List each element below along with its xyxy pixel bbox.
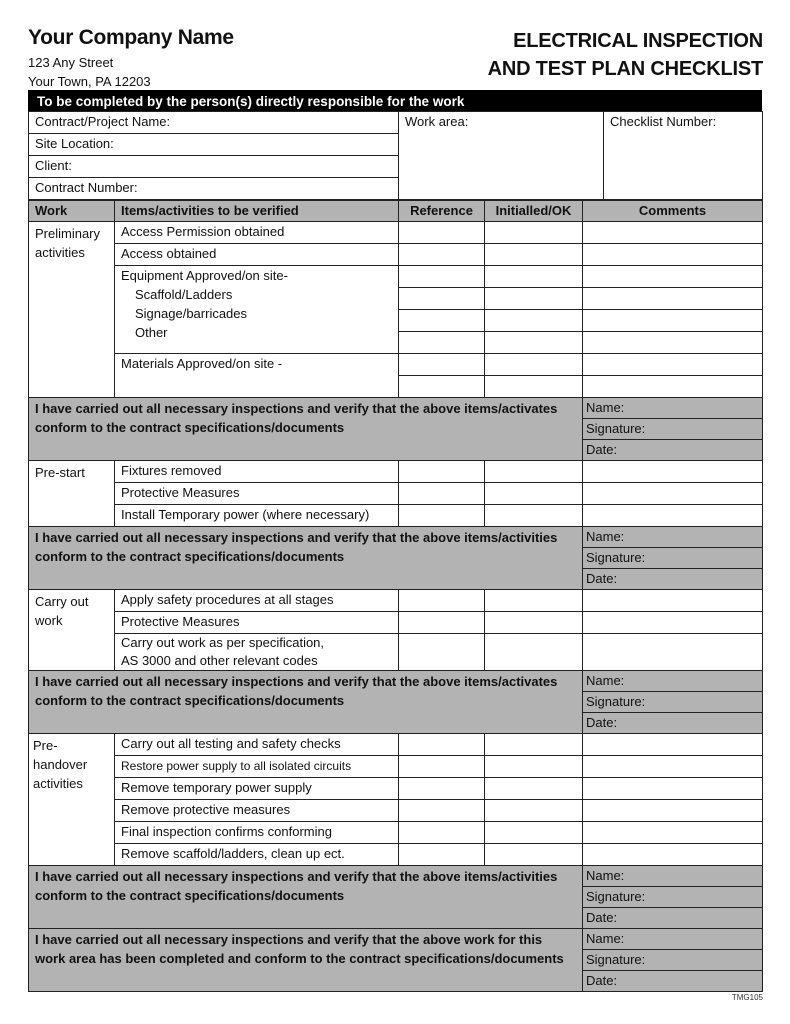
col-comments: Comments xyxy=(583,201,763,222)
reference-cell[interactable] xyxy=(399,756,485,778)
initialled-cell[interactable] xyxy=(485,612,583,634)
table-row xyxy=(29,266,763,288)
signoff-statement: I have carried out all necessary inspections and verify that the above items/activities conform to the contract specifications/documents xyxy=(29,527,583,590)
final-signoff-row xyxy=(29,929,763,950)
reference-cell[interactable] xyxy=(399,332,485,354)
initialled-cell[interactable] xyxy=(485,800,583,822)
col-work: Work xyxy=(29,201,115,222)
initialled-cell[interactable] xyxy=(485,590,583,612)
table-row xyxy=(29,844,763,866)
item-sublabel: Signage/barricades xyxy=(135,306,248,321)
reference-cell[interactable] xyxy=(399,376,485,398)
initialled-cell[interactable] xyxy=(485,822,583,844)
signoff-signature-field[interactable]: Signature: xyxy=(583,419,763,440)
item-label: Protective Measures xyxy=(115,483,399,505)
item-label: Access obtained xyxy=(115,244,399,266)
table-row xyxy=(29,800,763,822)
final-name-field[interactable]: Name: xyxy=(583,929,763,950)
column-header-row xyxy=(29,201,763,222)
reference-cell[interactable] xyxy=(399,266,485,288)
reference-cell[interactable] xyxy=(399,590,485,612)
item-label: Carry out all testing and safety checks xyxy=(115,734,399,756)
work-category: Pre-handover activities xyxy=(29,734,115,866)
initialled-cell[interactable] xyxy=(485,844,583,866)
signoff-row xyxy=(29,866,763,887)
table-row xyxy=(29,590,763,612)
reference-cell[interactable] xyxy=(399,288,485,310)
reference-cell[interactable] xyxy=(399,778,485,800)
title-line-1: ELECTRICAL INSPECTION xyxy=(513,30,763,52)
comments-cell[interactable] xyxy=(583,800,763,822)
work-category: Pre-start xyxy=(29,461,115,527)
comments-cell[interactable] xyxy=(583,778,763,800)
item-sublabel: Scaffold/Ladders xyxy=(135,287,233,302)
signoff-name-field[interactable]: Name: xyxy=(583,866,763,887)
comments-cell[interactable] xyxy=(583,734,763,756)
reference-cell[interactable] xyxy=(399,461,485,483)
reference-cell[interactable] xyxy=(399,244,485,266)
table-row xyxy=(29,244,763,266)
comments-cell[interactable] xyxy=(583,844,763,866)
reference-cell[interactable] xyxy=(399,844,485,866)
col-initialled: Initialled/OK xyxy=(485,201,583,222)
comments-cell[interactable] xyxy=(583,266,763,288)
table-row xyxy=(29,505,763,527)
form-code: TMG105 xyxy=(731,993,763,1002)
table-row xyxy=(29,778,763,800)
item-label: Remove scaffold/ladders, clean up ect. xyxy=(115,844,399,866)
item-label-group xyxy=(115,266,399,354)
item-label: Fixtures removed xyxy=(115,461,399,483)
comments-cell[interactable] xyxy=(583,634,763,671)
site-location-field[interactable]: Site Location: xyxy=(29,134,399,156)
reference-cell[interactable] xyxy=(399,822,485,844)
item-label: Remove protective measures xyxy=(115,800,399,822)
comments-cell[interactable] xyxy=(583,244,763,266)
comments-cell[interactable] xyxy=(583,461,763,483)
initialled-cell[interactable] xyxy=(485,634,583,671)
comments-cell[interactable] xyxy=(583,756,763,778)
initialled-cell[interactable] xyxy=(485,461,583,483)
table-row xyxy=(29,734,763,756)
item-label: Restore power supply to all isolated circuits xyxy=(115,756,399,778)
initialled-cell[interactable] xyxy=(485,266,583,288)
company-name: Your Company Name xyxy=(28,26,234,49)
signoff-date-field[interactable]: Date: xyxy=(583,713,763,734)
initialled-cell[interactable] xyxy=(485,734,583,756)
comments-cell[interactable] xyxy=(583,483,763,505)
table-row xyxy=(29,483,763,505)
item-label: Carry out work as per specification, xyxy=(121,635,325,650)
item-label: Remove temporary power supply xyxy=(115,778,399,800)
reference-cell[interactable] xyxy=(399,483,485,505)
initialled-cell[interactable] xyxy=(485,756,583,778)
comments-cell[interactable] xyxy=(583,310,763,332)
signoff-name-field[interactable]: Name: xyxy=(583,527,763,548)
comments-cell[interactable] xyxy=(583,376,763,398)
instructions-banner: To be completed by the person(s) directly responsible for the work xyxy=(28,90,762,111)
initialled-cell[interactable] xyxy=(485,505,583,527)
table-row xyxy=(29,612,763,634)
signoff-row xyxy=(29,398,763,419)
work-category: Carry out work xyxy=(29,590,115,671)
final-date-field[interactable]: Date: xyxy=(583,971,763,992)
signoff-name-field[interactable]: Name: xyxy=(583,398,763,419)
checklist-form xyxy=(28,90,762,992)
reference-cell[interactable] xyxy=(399,634,485,671)
item-label: Protective Measures xyxy=(115,612,399,634)
initialled-cell[interactable] xyxy=(485,483,583,505)
comments-cell[interactable] xyxy=(583,612,763,634)
checklist-number-field[interactable]: Checklist Number: xyxy=(604,112,763,200)
comments-cell[interactable] xyxy=(583,354,763,376)
item-label: Final inspection confirms conforming xyxy=(115,822,399,844)
signoff-date-field[interactable]: Date: xyxy=(583,440,763,461)
final-signature-field[interactable]: Signature: xyxy=(583,950,763,971)
signoff-name-field[interactable]: Name: xyxy=(583,671,763,692)
contract-number-field[interactable]: Contract Number: xyxy=(29,178,399,200)
address-line-2: Your Town, PA 12203 xyxy=(28,74,151,89)
initialled-cell[interactable] xyxy=(485,332,583,354)
table-row xyxy=(29,634,763,671)
comments-cell[interactable] xyxy=(583,332,763,354)
item-label: Access Permission obtained xyxy=(115,222,399,244)
col-reference: Reference xyxy=(399,201,485,222)
work-category: Preliminary activities xyxy=(29,222,115,398)
item-label: AS 3000 and other relevant codes xyxy=(121,653,318,668)
address-line-1: 123 Any Street xyxy=(28,55,114,70)
initialled-cell[interactable] xyxy=(485,310,583,332)
project-info-table xyxy=(28,111,763,200)
item-label-group xyxy=(115,634,399,671)
document-title xyxy=(488,27,763,83)
signoff-statement: I have carried out all necessary inspections and verify that the above items/activates conform to the contract specifications/documents xyxy=(29,671,583,734)
signoff-signature-field[interactable]: Signature: xyxy=(583,692,763,713)
comments-cell[interactable] xyxy=(583,288,763,310)
signoff-date-field[interactable]: Date: xyxy=(583,908,763,929)
signoff-statement: I have carried out all necessary inspections and verify that the above items/activates conform to the contract specifications/documents xyxy=(29,398,583,461)
comments-cell[interactable] xyxy=(583,222,763,244)
table-row xyxy=(29,222,763,244)
signoff-signature-field[interactable]: Signature: xyxy=(583,548,763,569)
comments-cell[interactable] xyxy=(583,822,763,844)
comments-cell[interactable] xyxy=(583,505,763,527)
contract-project-name-field[interactable]: Contract/Project Name: xyxy=(29,112,399,134)
col-items: Items/activities to be verified xyxy=(115,201,399,222)
signoff-signature-field[interactable]: Signature: xyxy=(583,887,763,908)
client-field[interactable]: Client: xyxy=(29,156,399,178)
reference-cell[interactable] xyxy=(399,354,485,376)
initialled-cell[interactable] xyxy=(485,222,583,244)
work-area-field[interactable]: Work area: xyxy=(399,112,604,200)
item-sublabel: Other xyxy=(135,325,168,340)
item-label: Apply safety procedures at all stages xyxy=(115,590,399,612)
initialled-cell[interactable] xyxy=(485,354,583,376)
table-row xyxy=(29,461,763,483)
reference-cell[interactable] xyxy=(399,734,485,756)
reference-cell[interactable] xyxy=(399,310,485,332)
reference-cell[interactable] xyxy=(399,800,485,822)
reference-cell[interactable] xyxy=(399,612,485,634)
initialled-cell[interactable] xyxy=(485,244,583,266)
initialled-cell[interactable] xyxy=(485,376,583,398)
signoff-date-field[interactable]: Date: xyxy=(583,569,763,590)
item-label: Materials Approved/on site - xyxy=(115,354,399,398)
table-row xyxy=(29,756,763,778)
final-signoff-statement: I have carried out all necessary inspections and verify that the above work for this work area has been completed and conform to the contract specifications/documents xyxy=(29,929,583,992)
table-row xyxy=(29,354,763,376)
checklist-table xyxy=(28,200,763,992)
comments-cell[interactable] xyxy=(583,590,763,612)
reference-cell[interactable] xyxy=(399,222,485,244)
initialled-cell[interactable] xyxy=(485,778,583,800)
table-row xyxy=(29,822,763,844)
signoff-row xyxy=(29,671,763,692)
reference-cell[interactable] xyxy=(399,505,485,527)
item-label: Install Temporary power (where necessary) xyxy=(115,505,399,527)
signoff-statement: I have carried out all necessary inspections and verify that the above items/activities conform to the contract specifications/documents xyxy=(29,866,583,929)
title-line-2: AND TEST PLAN CHECKLIST xyxy=(487,58,763,80)
initialled-cell[interactable] xyxy=(485,288,583,310)
signoff-row xyxy=(29,527,763,548)
item-label: Equipment Approved/on site- xyxy=(121,268,288,283)
